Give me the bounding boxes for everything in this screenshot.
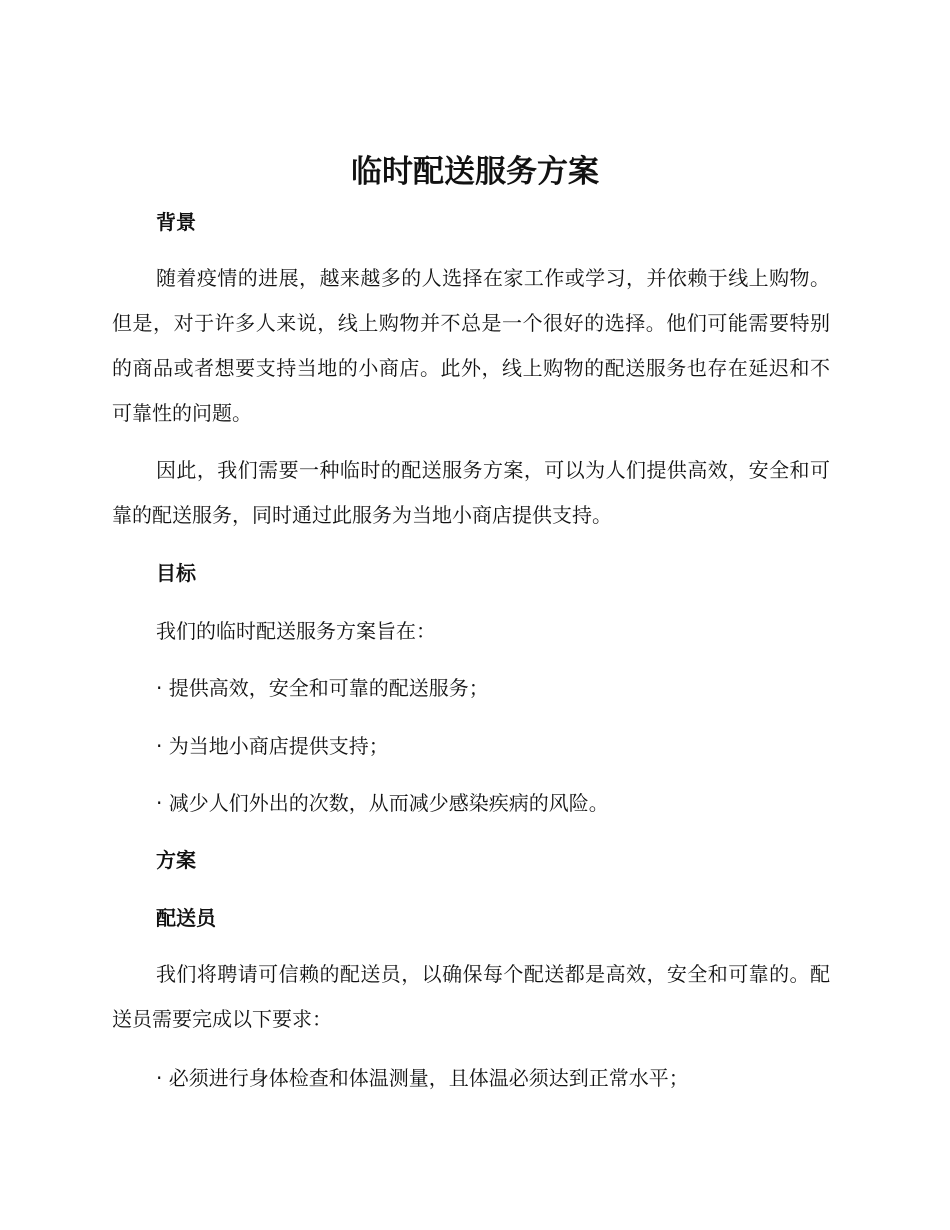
section-heading-background: 背景 bbox=[156, 210, 196, 234]
couriers-paragraph: 我们将聘请可信赖的配送员，以确保每个配送都是高效，安全和可靠的。配送员需要完成以下要求： bbox=[112, 962, 830, 1031]
courier-requirement-item: · 必须进行身体检查和体温测量，且体温必须达到正常水平； bbox=[156, 1066, 689, 1090]
goal-item: · 提供高效，安全和可靠的配送服务； bbox=[156, 676, 489, 700]
document-title: 临时配送服务方案 bbox=[351, 154, 599, 190]
goals-intro: 我们的临时配送服务方案旨在： bbox=[156, 619, 436, 643]
goal-item: · 减少人们外出的次数，从而减少感染疾病的风险。 bbox=[156, 791, 609, 815]
background-paragraph-2: 因此，我们需要一种临时的配送服务方案，可以为人们提供高效，安全和可靠的配送服务，同时通过此服务为当地小商店提供支持。 bbox=[112, 458, 830, 527]
goal-item: · 为当地小商店提供支持； bbox=[156, 734, 389, 758]
section-heading-plan: 方案 bbox=[156, 848, 196, 872]
section-heading-goals: 目标 bbox=[156, 561, 196, 585]
background-paragraph-1: 随着疫情的进展，越来越多的人选择在家工作或学习，并依赖于线上购物。但是，对于许多人来说，线上购物并不总是一个很好的选择。他们可能需要特别的商品或者想要支持当地的小商店。此外，线上购物的配送服务也存在延迟和不可靠性的问题。 bbox=[112, 266, 830, 425]
subsection-heading-couriers: 配送员 bbox=[156, 906, 216, 930]
